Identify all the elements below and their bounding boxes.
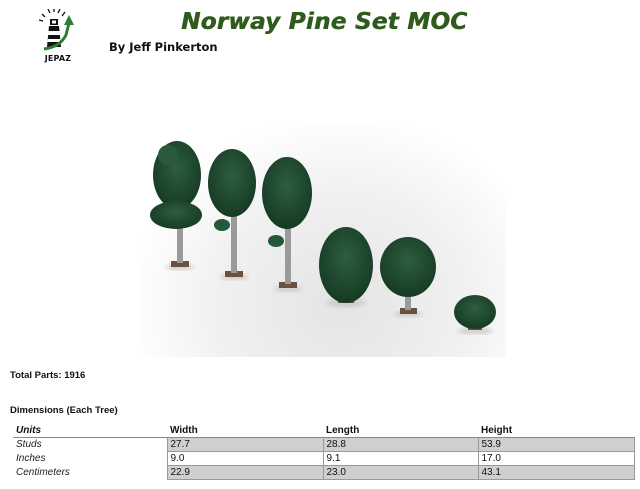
length-value: 23.0 <box>323 466 478 480</box>
total-parts: Total Parts: 1916 <box>10 370 86 381</box>
header-length: Length <box>323 424 478 438</box>
width-value: 27.7 <box>167 438 323 452</box>
unit-label: Centimeters <box>16 467 70 478</box>
dimensions-heading: Dimensions (Each Tree) <box>10 405 118 416</box>
table-row <box>13 466 634 480</box>
dimensions-table <box>13 424 635 480</box>
table-row <box>13 438 634 452</box>
height-value: 17.0 <box>478 452 634 466</box>
jepaz-logo <box>36 9 80 63</box>
tree-set-render <box>140 125 506 357</box>
height-value: 43.1 <box>478 466 634 480</box>
logo-text: JEPAZ <box>44 54 72 63</box>
unit-label: Studs <box>16 439 42 451</box>
page-title: Norway Pine Set MOC <box>181 9 468 35</box>
header-units: Units <box>13 424 167 438</box>
length-value: 9.1 <box>323 452 478 466</box>
tall-pine-tree-2 <box>208 149 256 280</box>
height-value: 53.9 <box>478 438 634 452</box>
author-byline: By Jeff Pinkerton <box>109 40 218 54</box>
lighthouse-growth-arrow-icon <box>36 9 80 53</box>
header-width: Width <box>167 424 323 438</box>
width-value: 22.9 <box>167 466 323 480</box>
width-value: 9.0 <box>167 452 323 466</box>
table-header-row <box>13 424 634 438</box>
medium-tree-5 <box>380 237 436 317</box>
header-height: Height <box>478 424 634 438</box>
bush-6 <box>454 295 496 334</box>
round-tree-4 <box>319 227 373 307</box>
length-value: 28.8 <box>323 438 478 452</box>
table-row <box>13 452 634 466</box>
tall-pine-tree-3 <box>262 157 312 292</box>
unit-label: Inches <box>16 453 46 464</box>
tall-pine-tree-1 <box>150 141 202 270</box>
